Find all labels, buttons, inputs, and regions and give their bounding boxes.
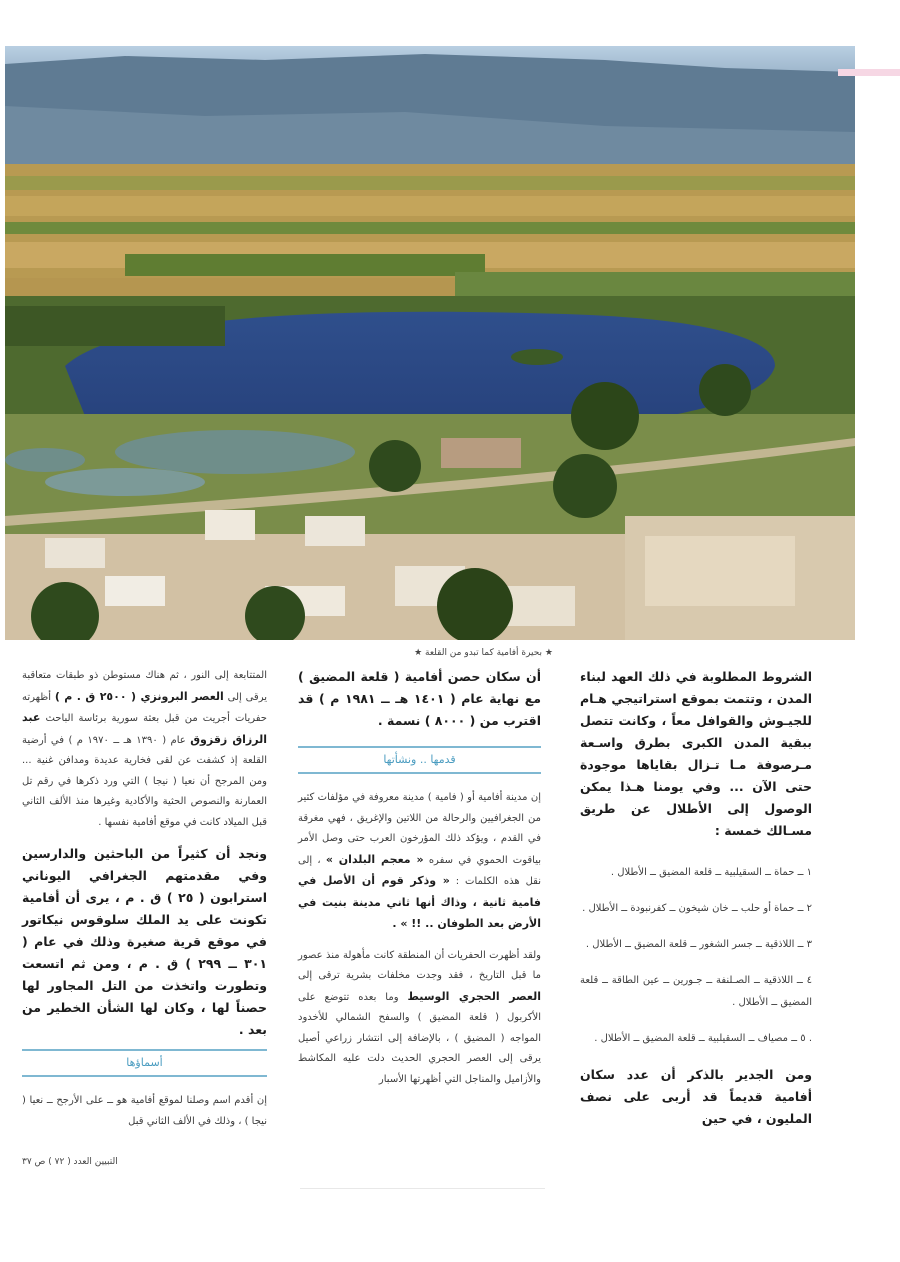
- section-heading-origins: قدمها .. ونشأتها: [298, 746, 541, 774]
- photo-caption: ★ بحيرة أفامية كما تبدو من القلعة ★: [414, 648, 553, 658]
- origins-paragraph-2: ولقد أظهرت الحفريات أن المنطقة كانت مأهولة منذ عصور ما قبل التاريخ ، فقد وجدت مخلفات بشرية ترقى إلى العصر الحجري الوسيط وما بعده تتوضع على الأكربول ( قلعة المضيق ) والسفح الشمالي للأخدود المواجه ( المضيق ) ، بالإضافة إلى انتشار زراعي أصيل يرقى إلى العصر الحجري الحديث دلت عليه المكاشط والأزاميل والمناجل التي أظهرتها الأسبار: [298, 949, 541, 1085]
- right-intro: الشروط المطلوبة في ذلك العهد لبناء المدن ، وتتمت بموقع استراتيجي هـام للجيـوش والقوافل معاً ، وكانت تتصل ببقية المدن الكبرى بطرق واسـعة مـرصوفة مـا تـزال بقاياها موجودة حتى الآن ... وفي يومنا هـذا يمكن الوصول إلى الأطلال عن طريق مسـالك خمسة :: [580, 669, 812, 838]
- route-item: . ٥ ــ مصياف ــ السقيلبية ــ قلعة المضيق ــ الأطلال .: [594, 1033, 812, 1044]
- history-paragraph-2: ونجد أن كثيراً من الباحثين والدارسين وفي مقدمتهم الجغرافي اليوناني استرابون ( ٢٥ ) ق . م ، يرى أن أفامية تكونت على يد الملك سلوقوس نيكاتور في موقع قرية صغيرة وذلك في عام ( ٣٠١ ــ ٢٩٩ ) ق . م ، ومن ثم اتسعت وتطورت واتخذت من التل المجاور لها حصناً لها ، وكان لها الشأن الخطير من بعد .: [22, 846, 268, 1037]
- right-column: [580, 666, 812, 1138]
- route-item: ٢ ــ حماة أو حلب ــ خان شيخون ــ كفرنبودة ــ الأطلال .: [582, 903, 812, 914]
- color-bar: [838, 69, 900, 76]
- lake-photo: [5, 46, 855, 640]
- page-footer: التبيين العدد ( ٧٢ ) ص ٣٧: [22, 1157, 118, 1167]
- route-item: ٤ ــ اللاذقية ــ الصـلنفة ــ جـورين ــ عين الطاقة ــ قلعة المضيق ــ الأطلال .: [580, 975, 812, 1008]
- history-paragraph-1: المتتابعة إلى النور ، ثم هناك مستوطن ذو طبقات متعاقبة يرقى إلى العصر البرونزي ( ٢٥٠٠ ق . م ) أظهرته حفريات أجريت من قبل بعثة سورية برئاسة الباحث عبد الرزاق زقزوق عام ( ١٣٩٠ هـ ــ ١٩٧٠ م ) في أرضية القلعة إذ كشفت عن لقى فخارية عديدة ومدافن غنية ... ومن المرجح أن نعيا ( نيجا ) التي ورد ذكرها في رقم تل العمارنة والنصوص الحثية والأكادية وغيرها منذ الألف الثاني قبل الميلاد كانت في موقع أفامية نفسها .: [22, 670, 268, 828]
- divider: [300, 1188, 545, 1189]
- landscape-illustration: [5, 46, 855, 640]
- section-heading-names: أسماؤها: [22, 1049, 267, 1077]
- route-item: ٣ ــ اللاذقية ــ جسر الشغور ــ قلعة المضيق ــ الأطلال .: [585, 939, 812, 950]
- right-closing: ومن الجدير بالذكر أن عدد سكان أفامية قديماً قد أربى على نصف المليون ، في حين: [580, 1067, 812, 1126]
- route-item: ١ ــ حماة ــ السقيلبية ــ قلعة المضيق ــ الأطلال .: [610, 867, 812, 878]
- middle-column: [298, 666, 541, 1100]
- origins-paragraph-1: إن مدينة أفامية أو ( فامية ) مدينة معروفة في مؤلفات كثير من الجغرافيين والرحالة من اللاتين والإغريق ، فهي مغرقة في القدم ، ويؤكد ذلك المؤرخون العرب حتى وصل الأمر بياقوت الحموي في سفره « معجم البلدان » ، إلى نقل هذه الكلمات : « وذكر قوم أن الأصل في فامية ثانية ، وذاك أنها ثاني مدينة بنيت في الأرض بعد الطوفان .. !! » .: [298, 792, 542, 930]
- left-column: [22, 666, 267, 1142]
- middle-intro: أن سكان حصن أفامية ( قلعة المضيق ) مع نهاية عام ( ١٤٠١ هـ ــ ١٩٨١ م ) قد اقترب من ( ٨٠٠٠ ) نسمة .: [298, 669, 541, 728]
- names-paragraph: إن أقدم اسم وصلنا لموقع أفامية هو ــ على الأرجح ــ نعيا ( نيجا ) ، وذلك في الألف الثاني قبل: [22, 1095, 267, 1127]
